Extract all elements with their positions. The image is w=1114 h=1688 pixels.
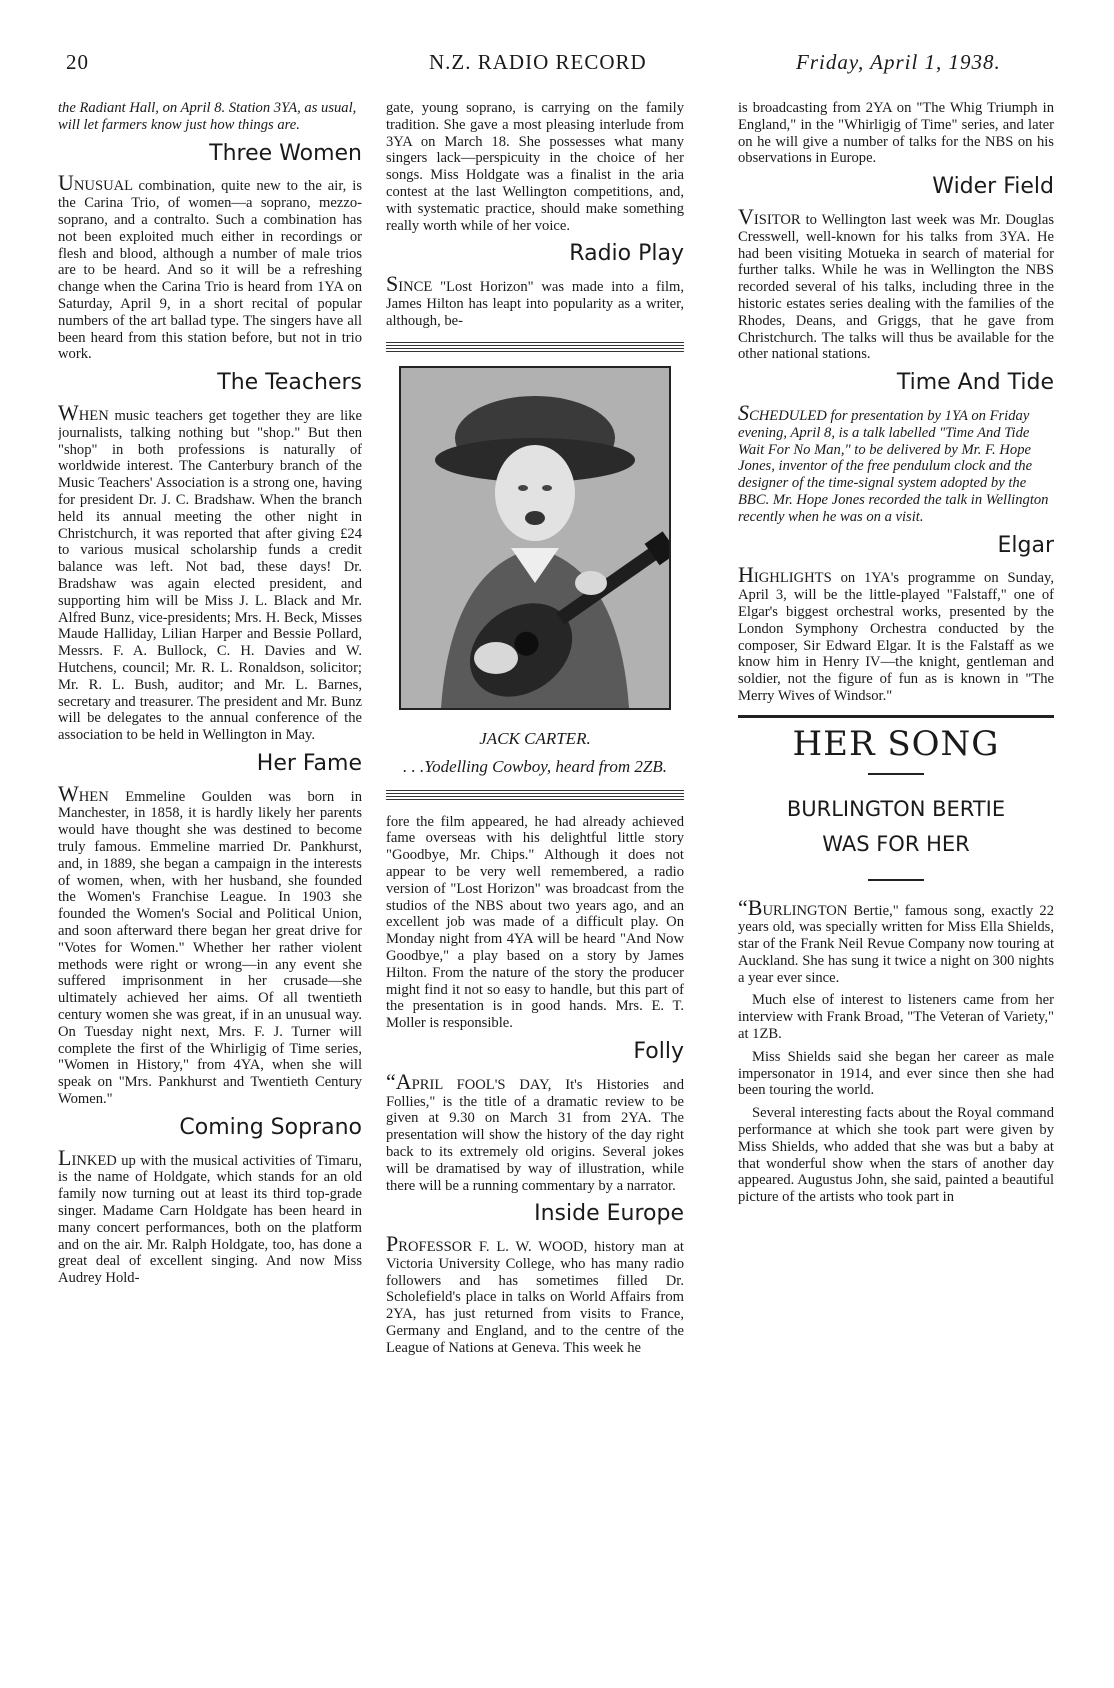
heading-wider-field: Wider Field bbox=[932, 174, 1054, 200]
column-1 bbox=[58, 100, 362, 1685]
heading-her-fame: Her Fame bbox=[256, 750, 362, 776]
drop-cap: P bbox=[386, 1231, 399, 1257]
article-elgar: HIGHLIGHTS on 1YA's programme on Sunday, April 3, will be the little-played "Falstaff," one of Elgar's biggest orchestral works, presented by the London Symphony Orchestra conducted by the composer, Sir Edward Elgar. It is the Falstaff as we know him in Henry IV—the knight, gentleman and soldier, not the figure of fun as is known in "The Merry Wives of Windsor." bbox=[738, 562, 1054, 704]
heading-elgar: Elgar bbox=[997, 532, 1054, 558]
issue-date: Friday, April 1, 1938. bbox=[796, 50, 1001, 74]
heading-time-and-tide: Time And Tide bbox=[896, 370, 1054, 396]
short-rule bbox=[868, 879, 924, 881]
feature-subtitle-1: BURLINGTON BERTIE bbox=[786, 796, 1006, 821]
heading-coming-soprano: Coming Soprano bbox=[179, 1114, 362, 1140]
column-3 bbox=[738, 100, 1054, 1685]
feature-title: HER SONG bbox=[792, 723, 1000, 764]
drop-cap: W bbox=[58, 399, 79, 425]
intro-text: the Radiant Hall, on April 8. Station 3YA, as usual, will let farmers know just how things are. bbox=[58, 100, 357, 133]
page-header bbox=[0, 44, 1114, 84]
article-folly: “APRIL FOOL'S DAY, It's Histories and Follies," is the title of a dramatic review to be given at 9.30 on March 31 from 2YA. The presentation will show the history of the day right back to its extremely old origins. Several jokes will be dramatised by way of illustration, while there will be a running commentary by a narrator. bbox=[386, 1068, 684, 1194]
article-time-and-tide: SCHEDULED for presentation by 1YA on Friday evening, April 8, is a talk labelled "Time And Tide Wait For No Man," to be delivered by Mr. F. Hope Jones, inventor of the free pendulum clock and the designer of the time-signal system adopted by the BBC. Mr. Hope Jones recorded the talk in Wellington recently when he was on a visit. bbox=[738, 399, 1049, 525]
article-radio-play-cont: fore the film appeared, he had already achieved fame overseas with his delightful little story "Goodbye, Mr. Chips." Although it does not appear to be very well remembered, a radio version of "Lost Horizon" was broadcast from the studios of the NBS about two years ago, and an excellent job was made of a difficult play. On Monday night from 4YA will be heard "And Now Goodbye," a play based on a story by James Hilton. From the nature of the story the producer might find it not so easy to handle, but this part of the presentation is in good hands. Mrs. E. T. Moller is responsible. bbox=[386, 813, 684, 1032]
cowboy-guitar-illustration bbox=[401, 368, 669, 708]
article-three-women: UNUSUAL combination, quite new to the air, is the Carina Trio, of women—a soprano, mezzo-soprano, and a contralto. Such a combination has not been exploited much either in recordings or flesh and blood, although a number of male trios are to be heard. And so it will be a refreshing change when the Carina Trio is heard from 1YA on Saturday, April 9, in a short recital of popular numbers of the art ballad type. The singers have all been heard from this station before, but not in trio work. bbox=[58, 170, 362, 363]
heading-three-women: Three Women bbox=[209, 140, 362, 166]
masthead-title: N.Z. RADIO RECORD bbox=[429, 50, 647, 74]
heading-radio-play: Radio Play bbox=[569, 241, 684, 267]
heading-inside-europe: Inside Europe bbox=[534, 1201, 684, 1227]
drop-cap: V bbox=[738, 203, 754, 229]
article-the-teachers: WHEN music teachers get together they are like journalists, talking nothing but "shop." But then "shop" in both professions is naturally of worldwide interest. The Canterbury branch of the Music Teachers' Association is a strong one, having for president Dr. J. C. Bradshaw. When the branch held its annual meeting the other night in Christchurch, it was reported that after giving £24 to various musical scholarship funds a credit balance was left. Not bad, these days! Dr. Bradshaw was again elected president, and supporting him will be Miss J. L. Black and Mr. Alfred Bunz, vice-presidents; Mrs. H. Beck, Misses Maude Halliday, Lilian Harper and Bessie Pollard, Messrs. F. A. Bullock, C. H. Davies and W. Hutchens, council; Mr. R. L. Ronaldson, solicitor; Mr. R. L. Bush, auditor; and Mr. L. Barnes, secretary and treasurer. The president and Mr. Bunz will be delegates to the annual conference of the association to be held in Wellington in May. bbox=[58, 399, 362, 744]
drop-cap: “B bbox=[738, 894, 763, 920]
feature-para-3: Miss Shields said she began her career as male impersonator in 1914, and ever since then she had been touring the world. bbox=[738, 1048, 1054, 1099]
article-radio-play: SINCE "Lost Horizon" was made into a film, James Hilton has leapt into popularity as a writer, although, be- bbox=[386, 271, 684, 329]
drop-cap: H bbox=[738, 562, 754, 588]
feature-para-1: “BURLINGTON Bertie," famous song, exactly 22 years old, was specially written for Miss Ella Shields, star of the Frank Neil Revue Company now touring at Auckland. She has sung it twice a night on 300 nights a year ever since. bbox=[738, 894, 1054, 986]
feature-para-2: Much else of interest to listeners came from her interview with Frank Broad, "The Veteran of Variety," at 1ZB. bbox=[738, 992, 1054, 1043]
article-wider-field: VISITOR to Wellington last week was Mr. Douglas Cresswell, well-known for his talks from 3YA. He had been visiting Motueka in search of material for further talks. While he was in Wellington the NBS recorded several of his talks, including three in the historic estates series dealing with the families of the Rhodes, Deans, and Griggs, that he gave from Christchurch. The talks will thus be available for the other national stations. bbox=[738, 203, 1054, 363]
heading-the-teachers: The Teachers bbox=[217, 370, 362, 396]
article-coming-soprano: LINKED up with the musical activities of Timaru, is the name of Holdgate, which stands for an old family now turning out at least its third top-grade singer. Madame Carn Holdgate has been heard in many concert performances, both on the platform and on the air. Mr. Ralph Holdgate, too, has done a great deal of excellent singing. And now Miss Audrey Hold- bbox=[58, 1144, 362, 1287]
section-rule bbox=[738, 715, 1054, 718]
article-inside-europe: PROFESSOR F. L. W. WOOD, history man at Victoria University College, who has many radio followers and has sometimes filled Dr. Scholefield's place in talks on World Affairs from 2YA, has just returned from visits to France, Germany and England, and to the centre of the League of Nations at Geneva. This week he bbox=[386, 1231, 684, 1356]
wavy-divider bbox=[386, 342, 684, 354]
drop-cap: S bbox=[386, 271, 399, 297]
article-coming-soprano-cont: gate, young soprano, is carrying on the family tradition. She gave a most pleasing interlude from 3YA on March 18. She possesses what many singers lack—perspicuity in the choice of her songs. Miss Holdgate was a finalist in the aria contest at the last Wellington competitions, and, with systematic practice, should make something really worth while of her voice. bbox=[386, 100, 684, 234]
drop-cap: L bbox=[58, 1144, 72, 1170]
drop-cap: W bbox=[58, 780, 79, 806]
article-her-fame: WHEN Emmeline Goulden was born in Manchester, in 1858, it is hardly likely her parents would have thought she was destined to become truly famous. Emmeline married Dr. Pankhurst, and, in 1889, she began a campaign in the interests of women, when, with her husband, she founded the Women's Franchise League. In 1903 she founded the Women's Social and Political Union, and soon afterward there began her great drive for "Votes for Women." Whether her rather violent methods were right or wrong—in any event she suffered imprisonment in her crusade—she ultimately achieved her aims. Of all twentieth century women she was great, if in an unusual way. On Tuesday night next, Mrs. F. J. Turner will complete the first of the Whirligig of Time series, "Women in History," from 4YA, when she will speak on "Mrs. Pankhurst and Twentieth Century Women." bbox=[58, 780, 362, 1108]
photo-caption-name: JACK CARTER. bbox=[479, 728, 591, 748]
page-number: 20 bbox=[66, 50, 89, 74]
feature-subtitle-2: WAS FOR HER bbox=[822, 831, 970, 856]
heading-folly: Folly bbox=[633, 1038, 684, 1064]
photo-jack-carter bbox=[399, 366, 671, 710]
article-inside-europe-cont: is broadcasting from 2YA on "The Whig Triumph in England," in the "Whirligig of Time" series, and later on he will give a number of talks for the NBS on his observations in Europe. bbox=[738, 100, 1054, 167]
drop-cap: S bbox=[738, 399, 749, 425]
photo-caption-desc: . . .Yodelling Cowboy, heard from 2ZB. bbox=[403, 756, 667, 776]
drop-cap: “A bbox=[386, 1068, 412, 1094]
column-2 bbox=[386, 100, 684, 1685]
short-rule bbox=[868, 773, 924, 775]
wavy-divider bbox=[386, 790, 684, 802]
drop-cap: U bbox=[58, 170, 74, 196]
feature-para-4: Several interesting facts about the Royal command performance at which she took part were given by Miss Shields, who added that she was but a baby at that wonderful show when the stars of another day appeared. Augustus John, she said, painted a beautiful picture of the artists who took part in bbox=[738, 1105, 1054, 1206]
